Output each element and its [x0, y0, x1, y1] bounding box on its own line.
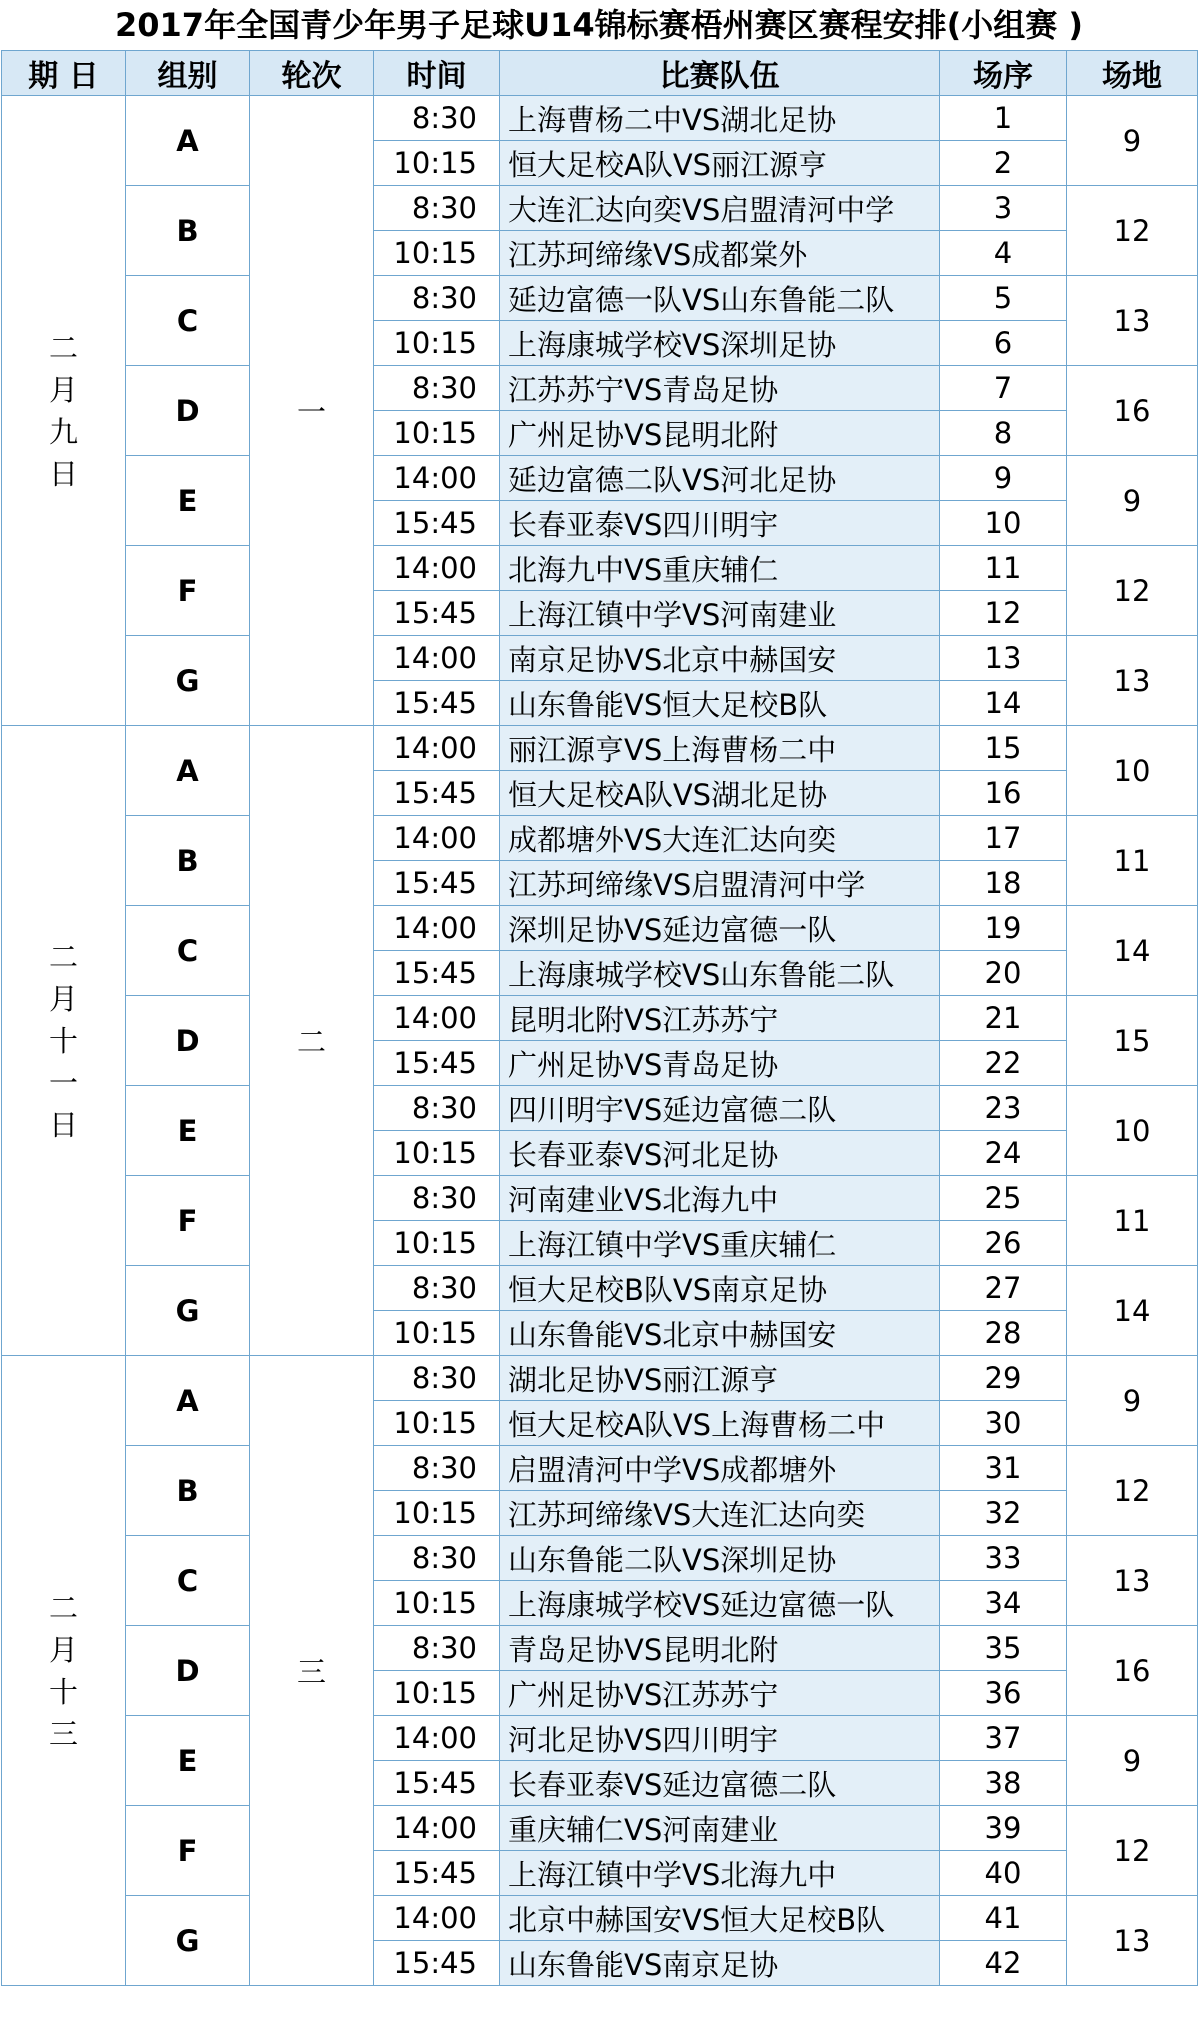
time-cell: 10:15 — [374, 141, 500, 186]
group-cell: F — [126, 546, 250, 636]
time-cell: 15:45 — [374, 501, 500, 546]
match-sequence-cell: 30 — [940, 1401, 1067, 1446]
table-row — [2, 1446, 1198, 1491]
table-row — [2, 546, 1198, 591]
match-sequence-cell: 41 — [940, 1896, 1067, 1941]
venue-cell: 9 — [1067, 96, 1198, 186]
time-cell: 14:00 — [374, 816, 500, 861]
match-sequence-cell: 24 — [940, 1131, 1067, 1176]
match-teams-cell: 延边富德一队VS山东鲁能二队 — [500, 276, 940, 321]
table-row — [2, 366, 1198, 411]
match-sequence-cell: 40 — [940, 1851, 1067, 1896]
time-cell: 15:45 — [374, 771, 500, 816]
match-sequence-cell: 2 — [940, 141, 1067, 186]
group-cell: D — [126, 1626, 250, 1716]
match-sequence-cell: 37 — [940, 1716, 1067, 1761]
match-sequence-cell: 33 — [940, 1536, 1067, 1581]
time-cell: 15:45 — [374, 1851, 500, 1896]
date-character: 日 — [48, 1107, 78, 1142]
venue-cell: 11 — [1067, 816, 1198, 906]
table-row — [2, 1266, 1198, 1311]
time-cell: 10:15 — [374, 411, 500, 456]
match-sequence-cell: 13 — [940, 636, 1067, 681]
time-cell: 14:00 — [374, 996, 500, 1041]
header-date: 期 日 — [2, 51, 126, 96]
match-sequence-cell: 8 — [940, 411, 1067, 456]
venue-cell: 15 — [1067, 996, 1198, 1086]
match-teams-cell: 深圳足协VS延边富德一队 — [500, 906, 940, 951]
venue-cell: 9 — [1067, 456, 1198, 546]
time-cell: 14:00 — [374, 636, 500, 681]
match-sequence-cell: 3 — [940, 186, 1067, 231]
table-row — [2, 906, 1198, 951]
match-teams-cell: 上海康城学校VS延边富德一队 — [500, 1581, 940, 1626]
match-sequence-cell: 23 — [940, 1086, 1067, 1131]
group-cell: B — [126, 1446, 250, 1536]
match-sequence-cell: 35 — [940, 1626, 1067, 1671]
time-cell: 8:30 — [374, 1446, 500, 1491]
table-row — [2, 1356, 1198, 1401]
date-character: 十 — [48, 1674, 78, 1709]
date-character: 二 — [48, 330, 78, 365]
match-teams-cell: 广州足协VS昆明北附 — [500, 411, 940, 456]
match-sequence-cell: 18 — [940, 861, 1067, 906]
match-sequence-cell: 21 — [940, 996, 1067, 1041]
date-character: 九 — [48, 414, 78, 449]
time-cell: 10:15 — [374, 321, 500, 366]
time-cell: 15:45 — [374, 861, 500, 906]
time-cell: 15:45 — [374, 591, 500, 636]
match-teams-cell: 恒大足校A队VS上海曹杨二中 — [500, 1401, 940, 1446]
match-teams-cell: 江苏苏宁VS青岛足协 — [500, 366, 940, 411]
venue-cell: 11 — [1067, 1176, 1198, 1266]
time-cell: 8:30 — [374, 1626, 500, 1671]
match-teams-cell: 延边富德二队VS河北足协 — [500, 456, 940, 501]
match-sequence-cell: 34 — [940, 1581, 1067, 1626]
time-cell: 15:45 — [374, 1761, 500, 1806]
table-row — [2, 816, 1198, 861]
date-cell — [2, 96, 126, 726]
date-character: 月 — [48, 981, 78, 1016]
table-row — [2, 1806, 1198, 1851]
match-sequence-cell: 9 — [940, 456, 1067, 501]
table-row — [2, 1716, 1198, 1761]
time-cell: 8:30 — [374, 186, 500, 231]
match-sequence-cell: 10 — [940, 501, 1067, 546]
time-cell: 10:15 — [374, 1401, 500, 1446]
match-sequence-cell: 7 — [940, 366, 1067, 411]
header-time: 时间 — [374, 51, 500, 96]
group-cell: D — [126, 366, 250, 456]
match-sequence-cell: 4 — [940, 231, 1067, 276]
time-cell: 15:45 — [374, 1041, 500, 1086]
schedule-table — [1, 50, 1198, 1986]
time-cell: 15:45 — [374, 681, 500, 726]
match-sequence-cell: 11 — [940, 546, 1067, 591]
match-sequence-cell: 32 — [940, 1491, 1067, 1536]
match-sequence-cell: 29 — [940, 1356, 1067, 1401]
time-cell: 14:00 — [374, 1896, 500, 1941]
match-sequence-cell: 42 — [940, 1941, 1067, 1986]
table-row — [2, 636, 1198, 681]
page-title: 2017年全国青少年男子足球U14锦标赛梧州赛区赛程安排(小组赛 ) — [115, 6, 1083, 44]
venue-cell: 10 — [1067, 726, 1198, 816]
schedule-body — [2, 96, 1198, 1986]
group-cell: A — [126, 726, 250, 816]
match-teams-cell: 江苏珂缔缘VS成都棠外 — [500, 231, 940, 276]
round-cell: 三 — [250, 1356, 374, 1986]
header-round: 轮次 — [250, 51, 374, 96]
match-sequence-cell: 12 — [940, 591, 1067, 636]
match-teams-cell: 广州足协VS青岛足协 — [500, 1041, 940, 1086]
match-teams-cell: 上海曹杨二中VS湖北足协 — [500, 96, 940, 141]
match-sequence-cell: 20 — [940, 951, 1067, 996]
time-cell: 10:15 — [374, 1221, 500, 1266]
match-teams-cell: 上海江镇中学VS北海九中 — [500, 1851, 940, 1896]
date-character: 十 — [48, 1023, 78, 1058]
match-sequence-cell: 27 — [940, 1266, 1067, 1311]
date-character: 月 — [48, 372, 78, 407]
group-cell: G — [126, 1896, 250, 1986]
match-teams-cell: 山东鲁能VS恒大足校B队 — [500, 681, 940, 726]
time-cell: 14:00 — [374, 1716, 500, 1761]
match-teams-cell: 长春亚泰VS四川明宇 — [500, 501, 940, 546]
group-cell: A — [126, 1356, 250, 1446]
time-cell: 10:15 — [374, 1581, 500, 1626]
match-teams-cell: 湖北足协VS丽江源亨 — [500, 1356, 940, 1401]
match-teams-cell: 长春亚泰VS河北足协 — [500, 1131, 940, 1176]
venue-cell: 12 — [1067, 546, 1198, 636]
time-cell: 8:30 — [374, 276, 500, 321]
table-row — [2, 1626, 1198, 1671]
match-teams-cell: 丽江源亨VS上海曹杨二中 — [500, 726, 940, 771]
time-cell: 10:15 — [374, 1671, 500, 1716]
date-character: 日 — [48, 456, 78, 491]
match-teams-cell: 山东鲁能VS北京中赫国安 — [500, 1311, 940, 1356]
match-sequence-cell: 38 — [940, 1761, 1067, 1806]
match-sequence-cell: 28 — [940, 1311, 1067, 1356]
match-teams-cell: 恒大足校A队VS湖北足协 — [500, 771, 940, 816]
group-cell: C — [126, 1536, 250, 1626]
date-character: 一 — [48, 1065, 78, 1100]
time-cell: 8:30 — [374, 1536, 500, 1581]
match-teams-cell: 大连汇达向奕VS启盟清河中学 — [500, 186, 940, 231]
match-teams-cell: 上海江镇中学VS河南建业 — [500, 591, 940, 636]
table-row — [2, 996, 1198, 1041]
match-teams-cell: 江苏珂缔缘VS启盟清河中学 — [500, 861, 940, 906]
match-sequence-cell: 1 — [940, 96, 1067, 141]
match-teams-cell: 上海江镇中学VS重庆辅仁 — [500, 1221, 940, 1266]
group-cell: B — [126, 816, 250, 906]
match-sequence-cell: 26 — [940, 1221, 1067, 1266]
venue-cell: 12 — [1067, 186, 1198, 276]
venue-cell: 13 — [1067, 1536, 1198, 1626]
match-teams-cell: 山东鲁能二队VS深圳足协 — [500, 1536, 940, 1581]
venue-cell: 12 — [1067, 1446, 1198, 1536]
header-venue: 场地 — [1067, 51, 1198, 96]
match-teams-cell: 广州足协VS江苏苏宁 — [500, 1671, 940, 1716]
match-sequence-cell: 25 — [940, 1176, 1067, 1221]
table-row — [2, 276, 1198, 321]
table-row — [2, 186, 1198, 231]
table-row — [2, 1536, 1198, 1581]
match-sequence-cell: 6 — [940, 321, 1067, 366]
match-teams-cell: 恒大足校B队VS南京足协 — [500, 1266, 940, 1311]
date-character: 二 — [48, 939, 78, 974]
time-cell: 14:00 — [374, 906, 500, 951]
date-character: 月 — [48, 1632, 78, 1667]
group-cell: D — [126, 996, 250, 1086]
table-row — [2, 1896, 1198, 1941]
match-teams-cell: 上海康城学校VS山东鲁能二队 — [500, 951, 940, 996]
match-teams-cell: 江苏珂缔缘VS大连汇达向奕 — [500, 1491, 940, 1536]
match-teams-cell: 青岛足协VS昆明北附 — [500, 1626, 940, 1671]
match-teams-cell: 北海九中VS重庆辅仁 — [500, 546, 940, 591]
group-cell: G — [126, 636, 250, 726]
table-row — [2, 1176, 1198, 1221]
match-teams-cell: 重庆辅仁VS河南建业 — [500, 1806, 940, 1851]
time-cell: 15:45 — [374, 951, 500, 996]
table-row — [2, 1086, 1198, 1131]
venue-cell: 13 — [1067, 636, 1198, 726]
venue-cell: 14 — [1067, 906, 1198, 996]
venue-cell: 13 — [1067, 276, 1198, 366]
match-sequence-cell: 16 — [940, 771, 1067, 816]
time-cell: 10:15 — [374, 231, 500, 276]
match-teams-cell: 河北足协VS四川明宇 — [500, 1716, 940, 1761]
venue-cell: 9 — [1067, 1356, 1198, 1446]
time-cell: 14:00 — [374, 726, 500, 771]
group-cell: F — [126, 1176, 250, 1266]
time-cell: 10:15 — [374, 1311, 500, 1356]
match-teams-cell: 成都塘外VS大连汇达向奕 — [500, 816, 940, 861]
group-cell: E — [126, 1716, 250, 1806]
group-cell: E — [126, 1086, 250, 1176]
venue-cell: 13 — [1067, 1896, 1198, 1986]
group-cell: C — [126, 906, 250, 996]
match-sequence-cell: 36 — [940, 1671, 1067, 1716]
group-cell: F — [126, 1806, 250, 1896]
match-sequence-cell: 22 — [940, 1041, 1067, 1086]
header-row — [2, 51, 1198, 96]
time-cell: 10:15 — [374, 1491, 500, 1536]
venue-cell: 16 — [1067, 366, 1198, 456]
round-cell: 一 — [250, 96, 374, 726]
group-cell: A — [126, 96, 250, 186]
match-teams-cell: 上海康城学校VS深圳足协 — [500, 321, 940, 366]
match-sequence-cell: 31 — [940, 1446, 1067, 1491]
match-teams-cell: 四川明宇VS延边富德二队 — [500, 1086, 940, 1131]
time-cell: 15:45 — [374, 1941, 500, 1986]
header-sequence: 场序 — [940, 51, 1067, 96]
match-sequence-cell: 39 — [940, 1806, 1067, 1851]
time-cell: 10:15 — [374, 1131, 500, 1176]
header-teams: 比赛队伍 — [500, 51, 940, 96]
match-teams-cell: 南京足协VS北京中赫国安 — [500, 636, 940, 681]
group-cell: G — [126, 1266, 250, 1356]
round-cell: 二 — [250, 726, 374, 1356]
date-cell — [2, 726, 126, 1356]
match-teams-cell: 昆明北附VS江苏苏宁 — [500, 996, 940, 1041]
venue-cell: 10 — [1067, 1086, 1198, 1176]
time-cell: 8:30 — [374, 366, 500, 411]
time-cell: 14:00 — [374, 456, 500, 501]
table-row — [2, 96, 1198, 141]
group-cell: E — [126, 456, 250, 546]
time-cell: 8:30 — [374, 1176, 500, 1221]
match-sequence-cell: 5 — [940, 276, 1067, 321]
header-group: 组别 — [126, 51, 250, 96]
time-cell: 8:30 — [374, 1086, 500, 1131]
match-teams-cell: 恒大足校A队VS丽江源亨 — [500, 141, 940, 186]
match-sequence-cell: 17 — [940, 816, 1067, 861]
match-teams-cell: 启盟清河中学VS成都塘外 — [500, 1446, 940, 1491]
table-row — [2, 456, 1198, 501]
time-cell: 8:30 — [374, 1356, 500, 1401]
date-character: 二 — [48, 1590, 78, 1625]
match-sequence-cell: 19 — [940, 906, 1067, 951]
group-cell: C — [126, 276, 250, 366]
time-cell: 14:00 — [374, 546, 500, 591]
match-teams-cell: 长春亚泰VS延边富德二队 — [500, 1761, 940, 1806]
match-sequence-cell: 15 — [940, 726, 1067, 771]
venue-cell: 12 — [1067, 1806, 1198, 1896]
date-cell — [2, 1356, 126, 1986]
group-cell: B — [126, 186, 250, 276]
venue-cell: 16 — [1067, 1626, 1198, 1716]
match-teams-cell: 北京中赫国安VS恒大足校B队 — [500, 1896, 940, 1941]
time-cell: 8:30 — [374, 96, 500, 141]
table-row — [2, 726, 1198, 771]
venue-cell: 14 — [1067, 1266, 1198, 1356]
time-cell: 8:30 — [374, 1266, 500, 1311]
venue-cell: 9 — [1067, 1716, 1198, 1806]
date-character: 三 — [48, 1716, 78, 1751]
match-teams-cell: 山东鲁能VS南京足协 — [500, 1941, 940, 1986]
match-sequence-cell: 14 — [940, 681, 1067, 726]
time-cell: 14:00 — [374, 1806, 500, 1851]
match-teams-cell: 河南建业VS北海九中 — [500, 1176, 940, 1221]
